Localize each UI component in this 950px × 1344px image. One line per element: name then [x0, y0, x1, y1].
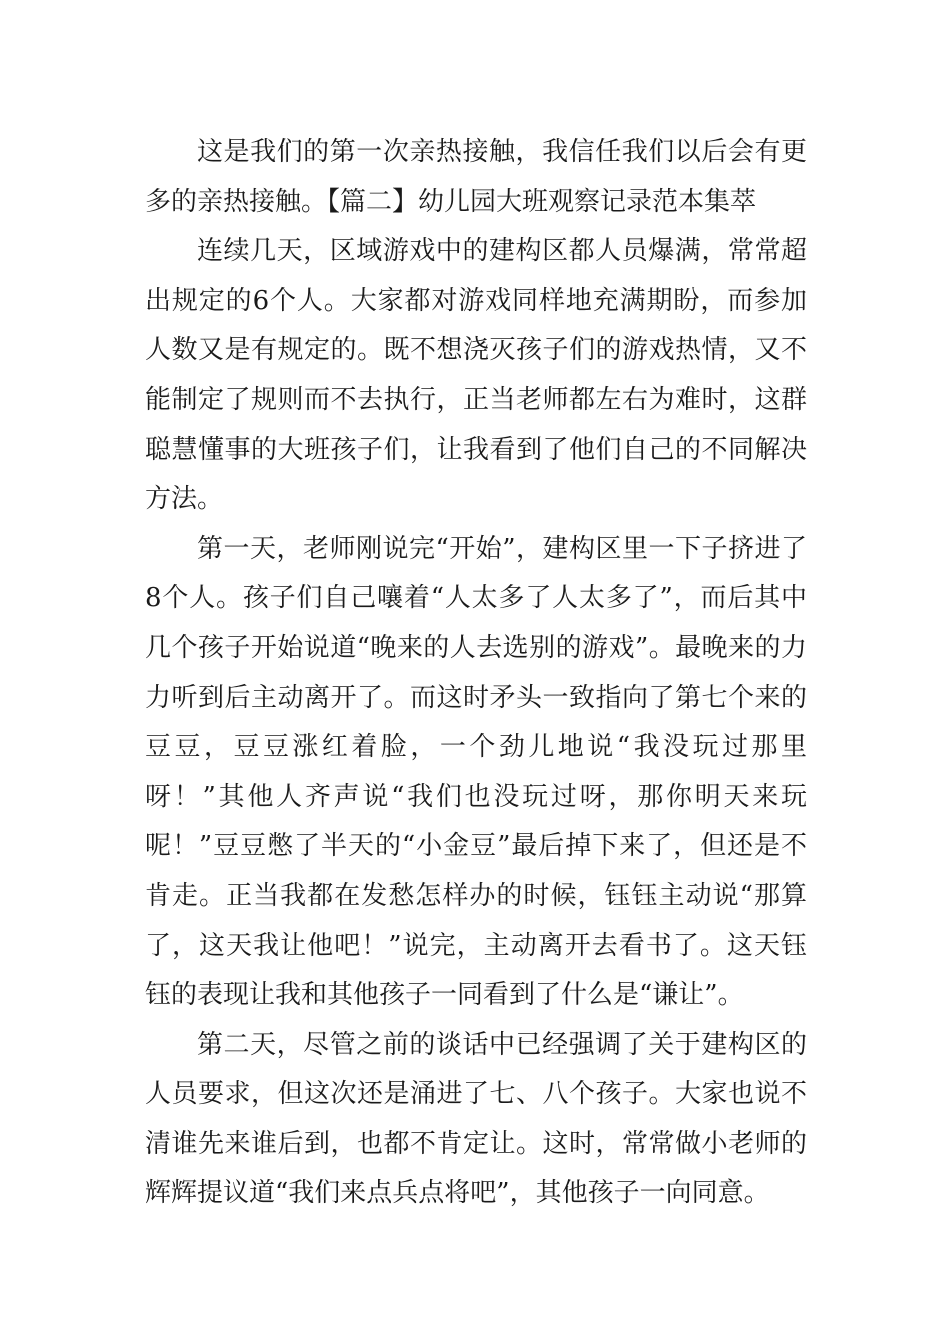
paragraph-4: 第二天，尽管之前的谈话中已经强调了关于建构区的人员要求，但这次还是涌进了七、八个孩子。大家也说不清谁先来谁后到，也都不肯定让。这时，常常做小老师的辉辉提议道“我们来点兵点将吧”，其他孩子一向同意。 — [145, 1029, 807, 1209]
paragraph-2: 连续几天，区域游戏中的建构区都人员爆满，常常超出规定的6个人。大家都对游戏同样地充满期盼，而参加人数又是有规定的。既不想浇灭孩子们的游戏热情，又不能制定了规则而不去执行，正当老师都左右为难时，这群聪慧懂事的大班孩子们，让我看到了他们自己的不同解决方法。 — [145, 236, 807, 515]
paragraph-1: 这是我们的第一次亲热接触，我信任我们以后会有更多的亲热接触。【篇二】幼儿园大班观察记录范本集萃 — [145, 137, 807, 217]
paragraph-3: 第一天，老师刚说完“开始”，建构区里一下子挤进了8个人。孩子们自己嚷着“人太多了人太多了”，而后其中几个孩子开始说道“晚来的人去选别的游戏”。最晚来的力力听到后主动离开了。而这时矛头一致指向了第七个来的豆豆，豆豆涨红着脸，一个劲儿地说“我没玩过那里呀！”其他人齐声说“我们也没玩过呀，那你明天来玩呢！”豆豆憋了半天的“小金豆”最后掉下来了，但还是不肯走。正当我都在发愁怎样办的时候，钰钰主动说“那算了，这天我让他吧！”说完，主动离开去看书了。这天钰钰的表现让我和其他孩子一同看到了什么是“谦让”。 — [145, 533, 807, 1011]
document-body — [145, 128, 807, 1219]
